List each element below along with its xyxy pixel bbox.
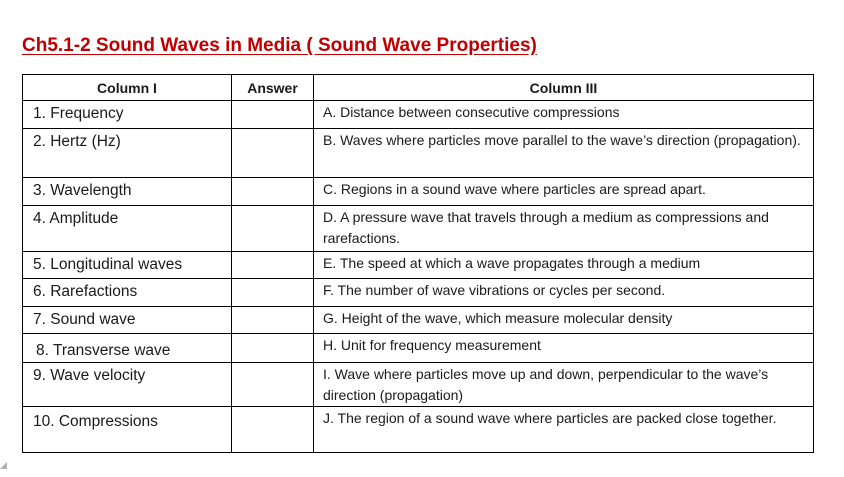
definition-text: F. The number of wave vibrations or cycles per second.: [323, 282, 666, 298]
definition-text: A. Distance between consecutive compressions: [323, 104, 620, 120]
definition-cell: [314, 279, 814, 307]
term-cell: [23, 363, 232, 407]
definition-text: B. Waves where particles move parallel to the wave’s direction (propagation).: [323, 132, 801, 148]
table-row: [23, 407, 814, 453]
term-cell: [23, 178, 232, 206]
answer-cell[interactable]: [232, 206, 314, 252]
definition-cell: [314, 129, 814, 178]
definition-text: E. The speed at which a wave propagates through a medium: [323, 255, 701, 271]
term-cell: [23, 206, 232, 252]
definition-text: C. Regions in a sound wave where particles are spread apart.: [323, 181, 706, 197]
term-text: 4. Amplitude: [33, 210, 119, 227]
term-text: 10. Compressions: [33, 413, 158, 430]
term-text: 2. Hertz (Hz): [33, 133, 121, 150]
answer-cell[interactable]: [232, 129, 314, 178]
definition-cell: [314, 307, 814, 334]
table-row: [23, 178, 814, 206]
answer-cell[interactable]: [232, 307, 314, 334]
term-cell: [23, 129, 232, 178]
term-text: 3. Wavelength: [33, 182, 132, 199]
definition-cell: [314, 334, 814, 363]
table-row: [23, 279, 814, 307]
term-text: 6. Rarefactions: [33, 283, 138, 300]
column-header-answer: Answer: [232, 75, 314, 101]
definition-cell: [314, 252, 814, 279]
table-row: [23, 334, 814, 363]
resize-corner-icon: [0, 462, 7, 469]
definition-text: H. Unit for frequency measurement: [323, 337, 541, 353]
term-cell: [23, 407, 232, 453]
term-text: 7. Sound wave: [33, 311, 136, 328]
answer-cell[interactable]: [232, 363, 314, 407]
table-header-row: [23, 75, 814, 101]
term-text: 9. Wave velocity: [33, 367, 146, 384]
definition-text: I. Wave where particles move up and down, perpendicular to the wave’s direction (propagation): [323, 366, 769, 403]
table-row: [23, 129, 814, 178]
table-row: [23, 252, 814, 279]
table-row: [23, 307, 814, 334]
definition-text: G. Height of the wave, which measure molecular density: [323, 310, 673, 326]
page-title: Ch5.1-2 Sound Waves in Media ( Sound Wave Properties): [22, 35, 537, 56]
matching-table: [22, 74, 814, 453]
table-row: [23, 363, 814, 407]
column-header-definitions: Column III: [314, 75, 814, 101]
definition-cell: [314, 178, 814, 206]
term-cell: [23, 101, 232, 129]
definition-cell: [314, 206, 814, 252]
term-text: 8. Transverse wave: [36, 342, 171, 359]
definition-cell: [314, 101, 814, 129]
answer-cell[interactable]: [232, 252, 314, 279]
term-text: 1. Frequency: [33, 105, 124, 122]
term-text: 5. Longitudinal waves: [33, 256, 183, 273]
table-row: [23, 101, 814, 129]
term-cell: [23, 252, 232, 279]
answer-cell[interactable]: [232, 101, 314, 129]
definition-text: J. The region of a sound wave where particles are packed close together.: [323, 410, 777, 426]
table-row: [23, 206, 814, 252]
answer-cell[interactable]: [232, 279, 314, 307]
term-cell: [23, 334, 232, 363]
answer-cell[interactable]: [232, 178, 314, 206]
definition-text: D. A pressure wave that travels through a medium as compressions and rarefactions.: [323, 209, 769, 246]
definition-cell: [314, 407, 814, 453]
column-header-terms: Column I: [23, 75, 232, 101]
answer-cell[interactable]: [232, 334, 314, 363]
definition-cell: [314, 363, 814, 407]
answer-cell[interactable]: [232, 407, 314, 453]
term-cell: [23, 307, 232, 334]
term-cell: [23, 279, 232, 307]
